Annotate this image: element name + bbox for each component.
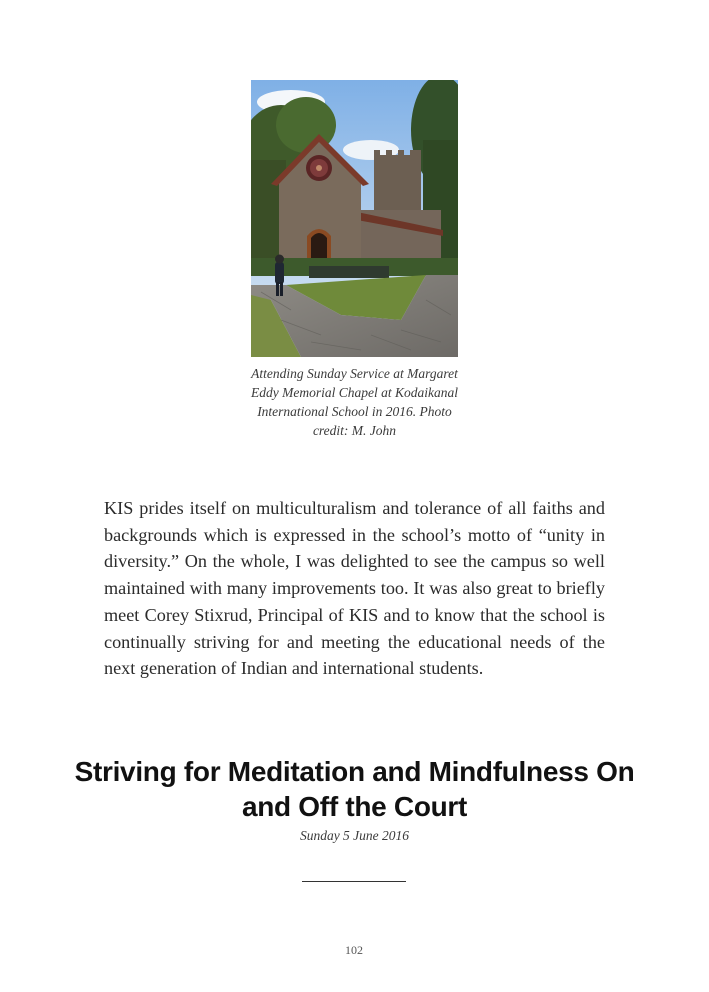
steps (309, 266, 389, 278)
photo-caption: Attending Sunday Service at Margaret Eddy Memorial Chapel at Kodaikanal International School in 2016. Photo credit: M. John (251, 366, 458, 438)
page-number: 102 (345, 943, 363, 957)
section-date: Sunday 5 June 2016 (299, 828, 410, 843)
person (275, 262, 284, 284)
chapel-photo (251, 80, 458, 357)
section-divider (302, 881, 406, 882)
section-title: Striving for Meditation and Mindfulness On and Off the Court (74, 756, 635, 822)
body-paragraph: KIS prides itself on multiculturalism and tolerance of all faiths and backgrounds which is expressed in the school’s motto of “unity in diversity.” On the whole, I was delighted to see the campus so well maintained with many improvements too. It was also great to briefly meet Corey Stixrud, Principal of KIS and to know that the school is continually striving for and meeting the educational needs of the next generation of Indian and international students. (104, 498, 605, 679)
